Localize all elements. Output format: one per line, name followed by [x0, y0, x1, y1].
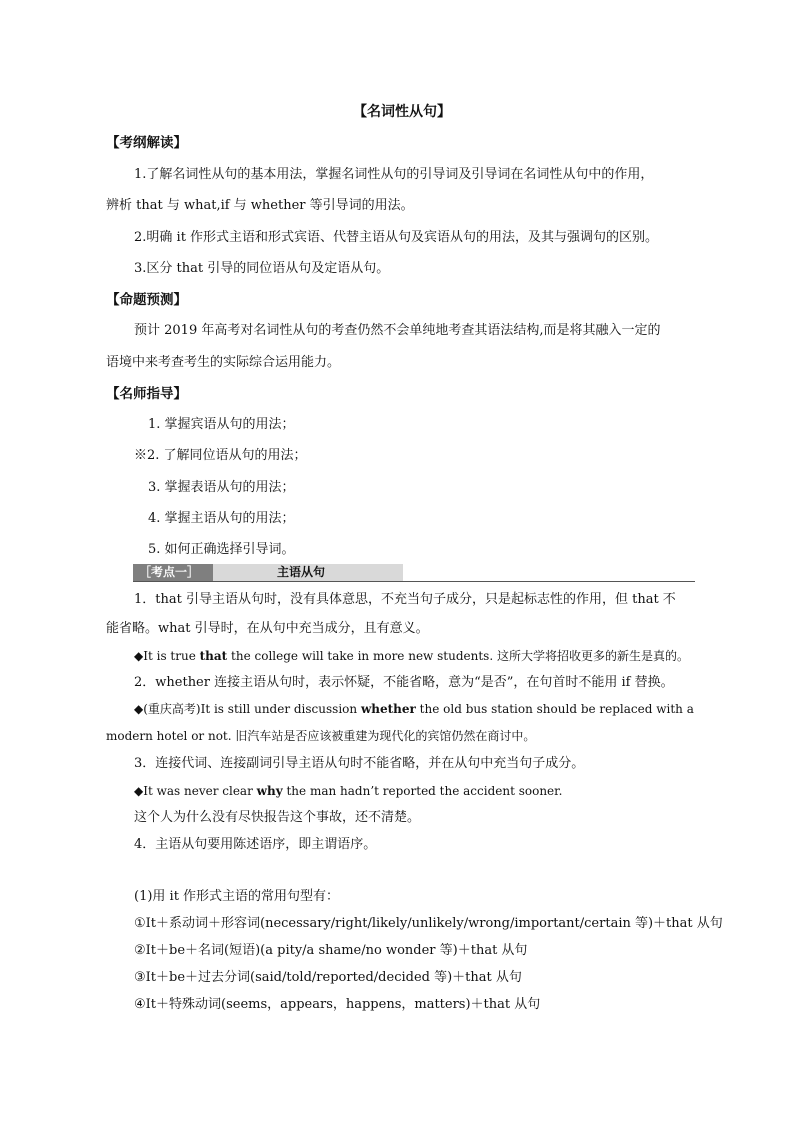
syllabus-point-1-cont: 辨析 that 与 what,if 与 whether 等引导词的用法。: [106, 198, 414, 213]
guide-item: ※2. 了解同位语从句的用法；: [134, 448, 307, 463]
section-heading-syllabus: 【考纲解读】: [106, 135, 187, 151]
section-heading-prediction: 【命题预测】: [106, 292, 187, 308]
syllabus-point-3: 3.区分 that 引导的同位语从句及定语从句。: [134, 261, 390, 276]
page-title: 【名词性从句】: [353, 104, 451, 120]
divider: [133, 581, 695, 582]
topic-bar: [133, 564, 403, 581]
prediction-text-cont: 语境中来考查考生的实际综合运用能力。: [106, 355, 341, 370]
topic-tag: ［考点一］: [133, 564, 213, 581]
example-2-cont: modern hotel or not. 旧汽车站是否应该被重建为现代化的宾馆仍然在商讨中。: [106, 729, 536, 743]
it-pattern: ②It＋be＋名词(短语)(a pity/a shame/no wonder 等)＋that 从句: [134, 943, 528, 958]
it-pattern: ①It＋系动词＋形容词(necessary/right/likely/unlikely/wrong/important/certain 等)＋that 从句: [134, 916, 723, 931]
topic-title: 主语从句: [213, 564, 403, 581]
it-pattern: ③It＋be＋过去分词(said/told/reported/decided 等)＋that 从句: [134, 970, 522, 985]
prediction-text: 预计 2019 年高考对名词性从句的考查仍然不会单纯地考查其语法结构,而是将其融入一定的: [134, 323, 661, 338]
it-pattern: ④It＋特殊动词(seems，appears，happens，matters)＋that 从句: [134, 997, 541, 1012]
section-heading-guidance: 【名师指导】: [106, 386, 187, 402]
rule-1: 1．that 引导主语从句时，没有具体意思，不充当句子成分，只是起标志性的作用，但 that 不: [134, 592, 676, 607]
guide-item: 5. 如何正确选择引导词。: [148, 542, 295, 557]
rule-2: 2．whether 连接主语从句时，表示怀疑，不能省略，意为“是否”，在句首时不能用 if 替换。: [134, 675, 674, 690]
rule-3: 3．连接代词、连接副词引导主语从句时不能省略，并在从句中充当句子成分。: [134, 756, 585, 771]
guide-item: 3. 掌握表语从句的用法；: [148, 480, 295, 495]
rule-4: 4．主语从句要用陈述语序，即主谓语序。: [134, 837, 377, 852]
example-3-translation: 这个人为什么没有尽快报告这个事故，还不清楚。: [134, 810, 421, 825]
syllabus-point-2: 2.明确 it 作形式主语和形式宾语、代替主语从句及宾语从句的用法，及其与强调句的区别。: [134, 230, 659, 245]
it-pattern-heading: (1)用 it 作形式主语的常用句型有：: [134, 889, 340, 904]
guide-item: 4. 掌握主语从句的用法；: [148, 511, 295, 526]
guide-item: 1. 掌握宾语从句的用法；: [148, 417, 295, 432]
example-2: ◆(重庆高考)It is still under discussion whether the old bus station should be replaced with a: [134, 702, 694, 716]
syllabus-point-1: 1.了解名词性从句的基本用法，掌握名词性从句的引导词及引导词在名词性从句中的作用，: [134, 167, 654, 182]
rule-1-cont: 能省略。what 引导时，在从句中充当成分，且有意义。: [106, 621, 429, 636]
example-3: ◆It was never clear why the man hadn’t reported the accident sooner.: [134, 784, 563, 798]
example-1: ◆It is true that the college will take in more new students. 这所大学将招收更多的新生是真的。: [134, 649, 689, 663]
